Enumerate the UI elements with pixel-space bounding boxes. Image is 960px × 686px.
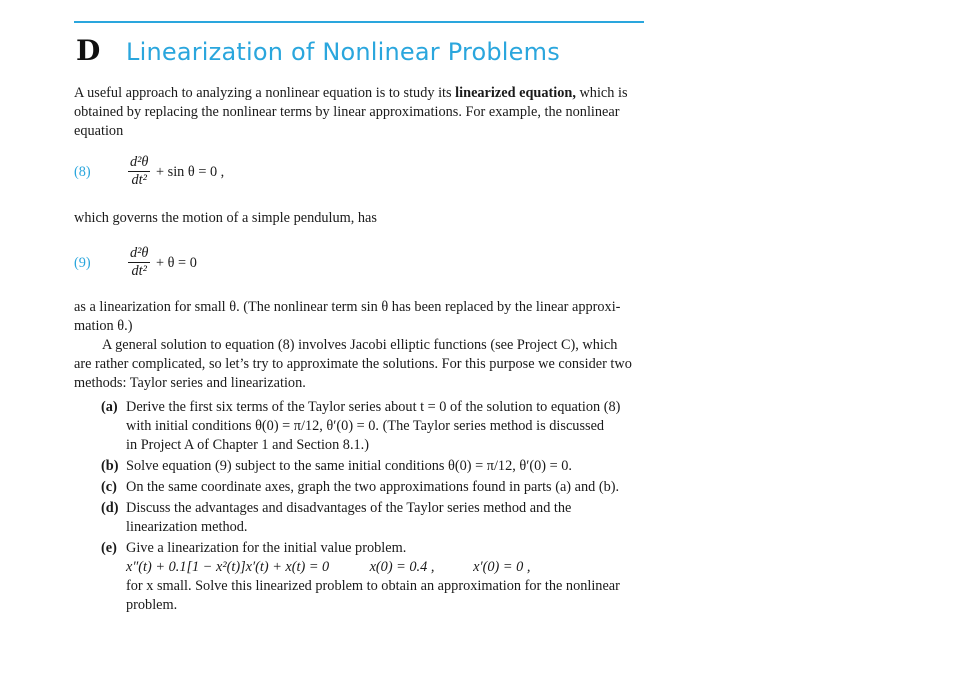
exercise-label-a: (a)	[101, 399, 118, 415]
section-heading	[76, 34, 560, 67]
after-line-5: methods: Taylor series and linearization.	[74, 375, 306, 391]
exercise-label-e: (e)	[101, 540, 117, 556]
after-paragraph	[74, 298, 646, 393]
after-line-3: A general solution to equation (8) involves Jacobi elliptic functions (see Project C), which	[102, 337, 618, 353]
after-line-4: are rather complicated, so let’s try to approximate the solutions. For this purpose we consider two	[74, 356, 632, 372]
equation-8-rest: + sin θ = 0 ,	[156, 164, 225, 180]
equation-8-fraction	[128, 154, 150, 189]
exercise-e-ode: x″(t) + 0.1[1 − x²(t)]x′(t) + x(t) = 0	[126, 559, 330, 575]
equation-8-denominator: dt²	[131, 172, 147, 188]
between-paragraph	[74, 209, 646, 228]
exercise-item-a: (a) Derive the first six terms of the Taylor series about t = 0 of the solution to equation (8) with initial conditions θ(0) = π/12, θ′(0) = 0. (The Taylor series method is discussed in Project A of Chapter 1 and Section 8.1.)	[101, 399, 621, 453]
equation-9-rest: + θ = 0	[156, 255, 197, 271]
intro-line-3: equation	[74, 123, 124, 139]
intro-line-1: A useful approach to analyzing a nonlinear equation is to study its linearized equation, which is	[74, 85, 628, 101]
between-line: which governs the motion of a simple pendulum, has	[74, 210, 377, 226]
section-title: Linearization of Nonlinear Problems	[126, 38, 560, 66]
intro-line-2: obtained by replacing the nonlinear terms by linear approximations. For example, the nonlinear	[74, 104, 620, 120]
exercise-item-d: (d) Discuss the advantages and disadvantages of the Taylor series method and the linearization method.	[101, 500, 572, 535]
after-line-2: mation θ.)	[74, 318, 133, 334]
equation-9-fraction	[128, 245, 150, 280]
exercise-list	[101, 398, 646, 617]
equation-9-denominator: dt²	[131, 263, 147, 279]
intro-paragraph	[74, 84, 646, 141]
exercise-label-d: (d)	[101, 500, 119, 516]
equation-8-number: (8)	[74, 164, 91, 180]
section-letter: D	[76, 34, 101, 67]
exercise-e-ic2: x′(0) = 0 ,	[473, 559, 531, 575]
equation-9-numerator: d²θ	[130, 245, 149, 261]
exercise-e-ic1: x(0) = 0.4 ,	[369, 559, 435, 575]
exercise-item-e: (e) Give a linearization for the initial value problem. x″(t) + 0.1[1 − x²(t)]x′(t) + x(t) = 0 x(0) = 0.4 , x′(0) = 0 , for x small. Solve this linearized problem to obtain an approximation for the nonlinear problem.	[101, 539, 646, 615]
exercise-label-c: (c)	[101, 479, 117, 495]
equation-8-numerator: d²θ	[130, 154, 149, 170]
section-top-rule	[74, 21, 644, 23]
exercise-item-b: (b) Solve equation (9) subject to the same initial conditions θ(0) = π/12, θ′(0) = 0.	[101, 458, 572, 474]
exercise-item-c: (c) On the same coordinate axes, graph the two approximations found in parts (a) and (b).	[101, 479, 620, 495]
exercise-label-b: (b)	[101, 458, 119, 474]
after-line-1: as a linearization for small θ. (The nonlinear term sin θ has been replaced by the linear approxi-	[74, 299, 621, 315]
equation-9-number: (9)	[74, 255, 91, 271]
exercise-e-equation-line	[126, 558, 646, 577]
linearized-equation-term: linearized equation,	[455, 85, 576, 101]
